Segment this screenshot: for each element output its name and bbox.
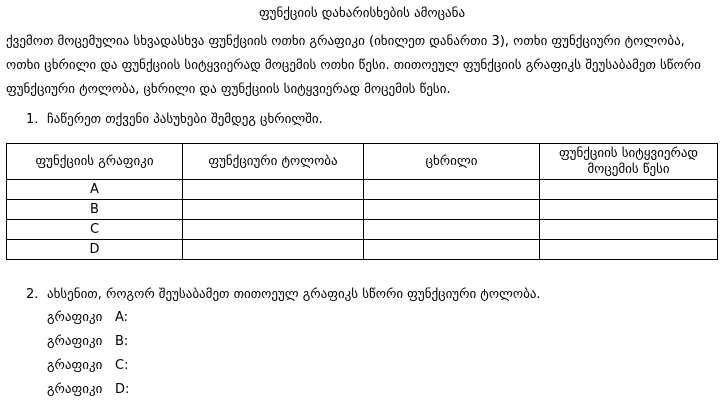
answer-label-graph: გრაფიკი	[47, 358, 103, 373]
answer-graph-letter: D:	[115, 382, 130, 397]
answer-line-graph-d[interactable]	[47, 381, 718, 398]
row-d-table-cell[interactable]	[364, 240, 540, 260]
row-c-equation-cell[interactable]	[183, 220, 364, 240]
row-b-table-cell[interactable]	[364, 200, 540, 220]
header-table: ცხრილი	[364, 144, 540, 180]
table-row	[7, 220, 718, 240]
answer-graph-letter: C:	[115, 358, 129, 373]
table-header-row	[7, 144, 718, 180]
row-d-equation-cell[interactable]	[183, 240, 364, 260]
question-1-text: ჩაწერეთ თქვენი პასუხები შემდეგ ცხრილში.	[47, 112, 323, 127]
answer-line-graph-a[interactable]	[47, 309, 718, 326]
row-a-table-cell[interactable]	[364, 180, 540, 200]
page-title: ფუნქციის დახარისხების ამოცანა	[258, 6, 466, 21]
header-function-graph: ფუნქციის გრაფიკი	[7, 144, 183, 180]
question-2-number: 2.	[26, 287, 39, 302]
row-c-table-cell[interactable]	[364, 220, 540, 240]
answer-label-graph: გრაფიკი	[47, 382, 103, 397]
header-verbal-rule: ფუნქციის სიტყვიერად მოცემის წესი	[540, 144, 718, 180]
question-1-number: 1.	[26, 112, 39, 127]
graph-answer-lines	[47, 309, 718, 398]
row-a-verbal-cell[interactable]	[540, 180, 718, 200]
header-function-equation: ფუნქციური ტოლობა	[183, 144, 364, 180]
answers-table	[6, 143, 718, 260]
row-b-equation-cell[interactable]	[183, 200, 364, 220]
row-b-verbal-cell[interactable]	[540, 200, 718, 220]
row-d-verbal-cell[interactable]	[540, 240, 718, 260]
question-2	[6, 287, 718, 302]
row-c-graph-label: C	[7, 220, 183, 240]
table-row	[7, 180, 718, 200]
intro-paragraph: ქვემოთ მოცემულია სხვადასხვა ფუნქციის ოთხი გრაფიკი (იხილეთ დანართი 3), ოთხი ფუნქციური ტოლობა, ოთხი ცხრილი და ფუნქციის სიტყვიერად მოცემის ოთხი წესი. თითოეულ ფუნქციის გრაფიკს შეუსაბამეთ სწორი ფუნქციური ტოლობა, ცხრილი და ფუნქციის სიტყვიერად მოცემის წესი.	[6, 34, 701, 97]
question-2-text: ახსენით, როგორ შეუსაბამეთ თითოეულ გრაფიკს სწორი ფუნქციური ტოლობა.	[47, 287, 541, 302]
answer-graph-letter: A:	[115, 310, 129, 325]
row-c-verbal-cell[interactable]	[540, 220, 718, 240]
question-1	[6, 112, 718, 127]
answer-label-graph: გრაფიკი	[47, 334, 103, 349]
answer-line-graph-b[interactable]	[47, 333, 718, 350]
answer-label-graph: გრაფიკი	[47, 310, 103, 325]
row-a-equation-cell[interactable]	[183, 180, 364, 200]
table-row	[7, 240, 718, 260]
table-row	[7, 200, 718, 220]
row-a-graph-label: A	[7, 180, 183, 200]
row-b-graph-label: B	[7, 200, 183, 220]
answer-graph-letter: B:	[115, 334, 129, 349]
row-d-graph-label: D	[7, 240, 183, 260]
answer-line-graph-c[interactable]	[47, 357, 718, 374]
